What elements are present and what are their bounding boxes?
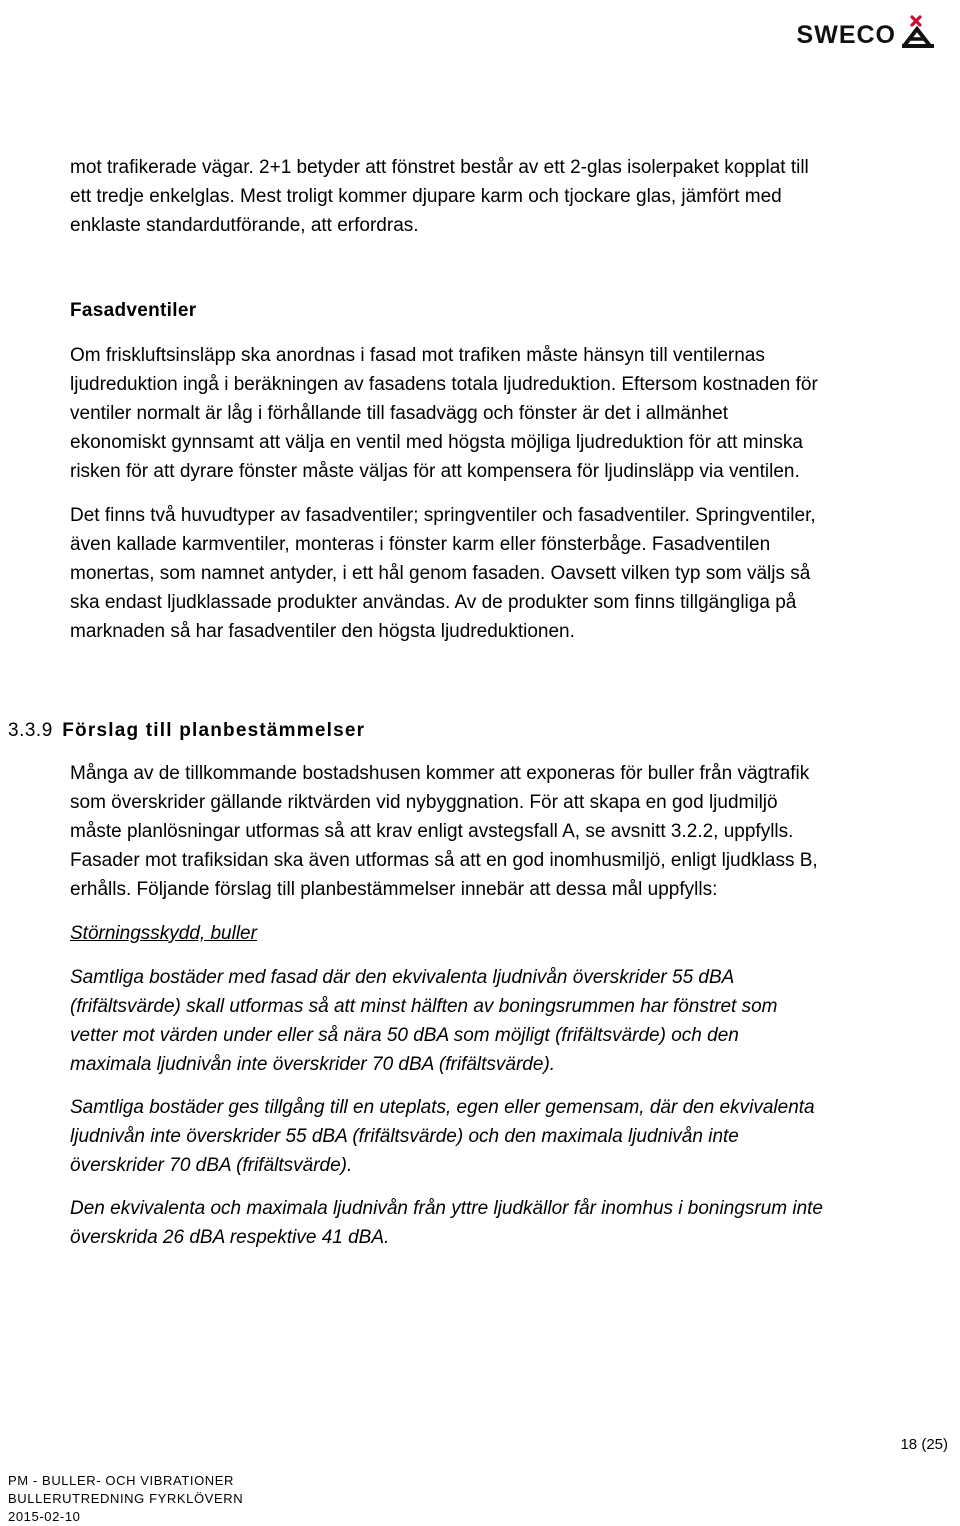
text-line: även kallade karmventiler, monteras i fönster karm eller fönsterbåge. Fasadventilen bbox=[70, 534, 771, 555]
rule-paragraph-3 bbox=[70, 1194, 950, 1252]
footer-line-2: BULLERUTREDNING FYRKLÖVERN bbox=[8, 1491, 244, 1506]
text-line: Om friskluftsinsläpp ska anordnas i fasad mot trafiken måste hänsyn till ventilernas bbox=[70, 345, 765, 366]
fasadventiler-paragraph-1 bbox=[70, 341, 950, 486]
text-line: monertas, som namnet antyder, i ett hål genom fasaden. Oavsett vilken typ som väljs så bbox=[70, 563, 811, 584]
intro-paragraph bbox=[70, 153, 950, 240]
text-line: ett tredje enkelglas. Mest troligt kommer djupare karm och tjockare glas, jämfört med bbox=[70, 186, 782, 207]
text-line: överskrida 26 dBA respektive 41 dBA. bbox=[70, 1227, 390, 1248]
section-number: 3.3.9 bbox=[8, 720, 53, 741]
section-paragraph bbox=[70, 759, 950, 904]
text-line: (frifältsvärde) skall utformas så att minst hälften av boningsrummen har fönstret som bbox=[70, 996, 778, 1017]
text-line: Samtliga bostäder ges tillgång till en uteplats, egen eller gemensam, där den ekvivalenta bbox=[70, 1097, 815, 1118]
text-line: ventiler normalt är låg i förhållande till fasadvägg och fönster är det i allmänhet bbox=[70, 403, 728, 424]
text-line: ljudreduktion ingå i beräkningen av fasadens totala ljudreduktion. Eftersom kostnaden för bbox=[70, 374, 818, 395]
text-line: måste planlösningar utformas så att krav enligt avstegsfall A, se avsnitt 3.2.2, uppfylls. bbox=[70, 821, 794, 842]
text-line: maximala ljudnivån inte överskrider 70 dBA (frifältsvärde). bbox=[70, 1054, 556, 1075]
sweco-logo bbox=[797, 14, 938, 48]
section-title: Förslag till planbestämmelser bbox=[62, 720, 366, 741]
text-line: vetter mot värden under eller så nära 50 dBA som möjligt (frifältsvärde) och den bbox=[70, 1025, 739, 1046]
text-line: ekonomiskt gynnsamt att välja en ventil med högsta möjliga ljudreduktion för att minska bbox=[70, 432, 803, 453]
text-line: risken för att dyrare fönster måste väljas för att kompensera för ljudinsläpp via ventilen. bbox=[70, 461, 800, 482]
document-footer bbox=[8, 1472, 243, 1526]
rule-paragraph-2 bbox=[70, 1093, 950, 1180]
text-line: ska endast ljudklassade produkter användas. Av de produkter som finns tillgängliga på bbox=[70, 592, 797, 613]
footer-date: 2015-02-10 bbox=[8, 1509, 81, 1524]
fasadventiler-heading: Fasadventiler bbox=[70, 300, 197, 321]
text-line: marknaden så har fasadventiler den högsta ljudreduktionen. bbox=[70, 621, 575, 642]
rule-paragraph-1 bbox=[70, 963, 950, 1079]
page-number: 18 (25) bbox=[900, 1436, 948, 1453]
text-line: erhålls. Följande förslag till planbestämmelser innebär att dessa mål uppfylls: bbox=[70, 879, 718, 900]
text-line: Det finns två huvudtyper av fasadventiler; springventiler och fasadventiler. Springventiler, bbox=[70, 505, 816, 526]
logo-text: SWECO bbox=[796, 21, 896, 49]
text-line: Många av de tillkommande bostadshusen kommer att exponeras för buller från vägtrafik bbox=[70, 763, 810, 784]
text-line: Fasader mot trafiksidan ska även utformas så att en god inomhusmiljö, enligt ljudklass B, bbox=[70, 850, 818, 871]
text-line: ljudnivån inte överskrider 55 dBA (frifältsvärde) och den maximala ljudnivån inte bbox=[70, 1126, 739, 1147]
text-line: enklaste standardutförande, att erfordras. bbox=[70, 215, 419, 236]
text-line: Störningsskydd, buller bbox=[70, 923, 257, 944]
subheading-storningsskydd bbox=[70, 919, 950, 948]
text-line: överskrider 70 dBA (frifältsvärde). bbox=[70, 1155, 353, 1176]
text-line: som överskrider gällande riktvärden vid nybyggnation. För att skapa en god ljudmiljö bbox=[70, 792, 778, 813]
text-line: Samtliga bostäder med fasad där den ekvivalenta ljudnivån överskrider 55 dBA bbox=[70, 967, 735, 988]
sweco-logo-icon bbox=[900, 14, 938, 48]
section-heading bbox=[8, 716, 365, 745]
footer-line-1: PM - BULLER- OCH VIBRATIONER bbox=[8, 1473, 235, 1488]
text-line: mot trafikerade vägar. 2+1 betyder att fönstret består av ett 2-glas isolerpaket kopplat till bbox=[70, 157, 809, 178]
text-line: Den ekvivalenta och maximala ljudnivån från yttre ljudkällor får inomhus i boningsrum inte bbox=[70, 1198, 823, 1219]
fasadventiler-paragraph-2 bbox=[70, 501, 950, 646]
